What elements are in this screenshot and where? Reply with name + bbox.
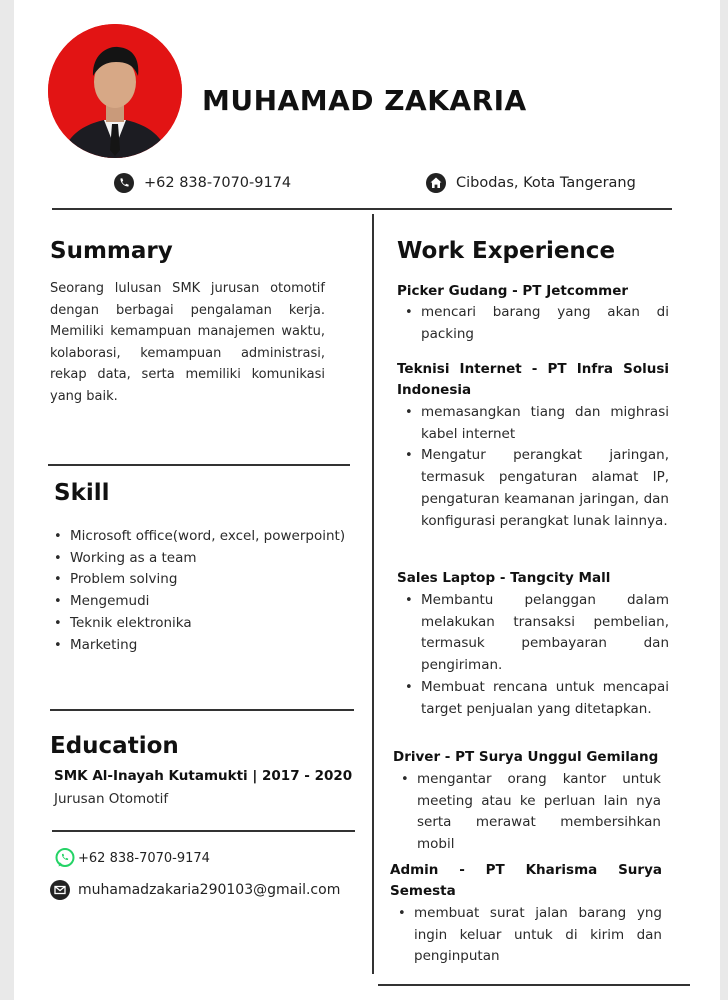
education-heading: Education [50, 733, 179, 759]
skill-item: • Microsoft office(word, excel, powerpoint) [50, 526, 358, 548]
job-title: Teknisi Internet - PT Infra Solusi Indonesia [397, 361, 669, 398]
candidate-name: MUHAMAD ZAKARIA [202, 84, 527, 117]
whatsapp-icon [54, 847, 76, 869]
email-contact [50, 880, 340, 900]
phone-number: +62 838-7070-9174 [144, 175, 292, 191]
job-bullet: • memasangkan tiang dan mighrasi kabel internet [401, 402, 669, 445]
summary-text: Seorang lulusan SMK jurusan otomotif dengan berbagai pengalaman kerja. Memiliki kemampuan manajemen waktu, kolaborasi, kemampuan administrasi, rekap data, serta memiliki komunikasi yang baik. [50, 281, 325, 404]
job-bullet: • Membuat rencana untuk mencapai target penjualan yang ditetapkan. [401, 677, 669, 720]
job-bullets [401, 590, 669, 720]
profile-photo [48, 24, 182, 158]
location-contact [426, 172, 636, 194]
job-bullet: • mengantar orang kantor untuk meeting atau ke perluan lain nya serta merawat membersihkan mobil [397, 769, 661, 856]
phone-icon [114, 173, 134, 193]
education-divider [52, 830, 355, 832]
person-silhouette-icon [48, 24, 182, 158]
job-bullets [401, 302, 669, 345]
job-title: Admin - PT Kharisma Surya Semesta [390, 862, 662, 899]
job-title: Picker Gudang - PT Jetcommer [397, 283, 629, 299]
job-bullet: • Mengatur perangkat jaringan, termasuk pengaturan alamat IP, pengaturan keamanan jaringan, dan konfigurasi perangkat lunak lainnya. [401, 445, 669, 532]
education-school: SMK Al-Inayah Kutamukti | 2017 - 2020 [54, 768, 353, 784]
summary-heading: Summary [50, 238, 173, 264]
skill-heading: Skill [54, 480, 110, 506]
job-title: Driver - PT Surya Unggul Gemilang [393, 749, 659, 765]
column-divider [372, 214, 374, 974]
job-bullet: • Membantu pelanggan dalam melakukan transaksi pembelian, termasuk pembayaran dan pengiriman. [401, 590, 669, 677]
job-bullet: • mencari barang yang akan di packing [401, 302, 669, 345]
phone-contact [114, 172, 291, 194]
email-icon [50, 880, 70, 900]
skill-divider [50, 709, 354, 711]
job-bullets [394, 903, 662, 968]
education-major: Jurusan Otomotif [54, 791, 169, 807]
skill-item: • Marketing [50, 635, 358, 657]
location-text: Cibodas, Kota Tangerang [456, 175, 636, 191]
skill-item: • Mengemudi [50, 591, 358, 613]
job-title: Sales Laptop - Tangcity Mall [397, 570, 611, 586]
whatsapp-contact [54, 847, 210, 869]
work-heading: Work Experience [397, 238, 616, 264]
skill-item: • Problem solving [50, 569, 358, 591]
header-divider [52, 208, 672, 210]
job-bullets [397, 769, 661, 856]
skill-item: • Working as a team [50, 548, 358, 570]
skill-item: • Teknik elektronika [50, 613, 358, 635]
skill-list [50, 526, 358, 656]
whatsapp-number: +62 838-7070-9174 [78, 850, 210, 866]
email-address: muhamadzakaria290103@gmail.com [78, 882, 341, 898]
footer-divider [378, 984, 690, 986]
home-icon [426, 173, 446, 193]
job-bullets [401, 402, 669, 532]
summary-divider [48, 464, 350, 466]
job-bullet: • membuat surat jalan barang yng ingin keluar untuk di kirim dan penginputan [394, 903, 662, 968]
